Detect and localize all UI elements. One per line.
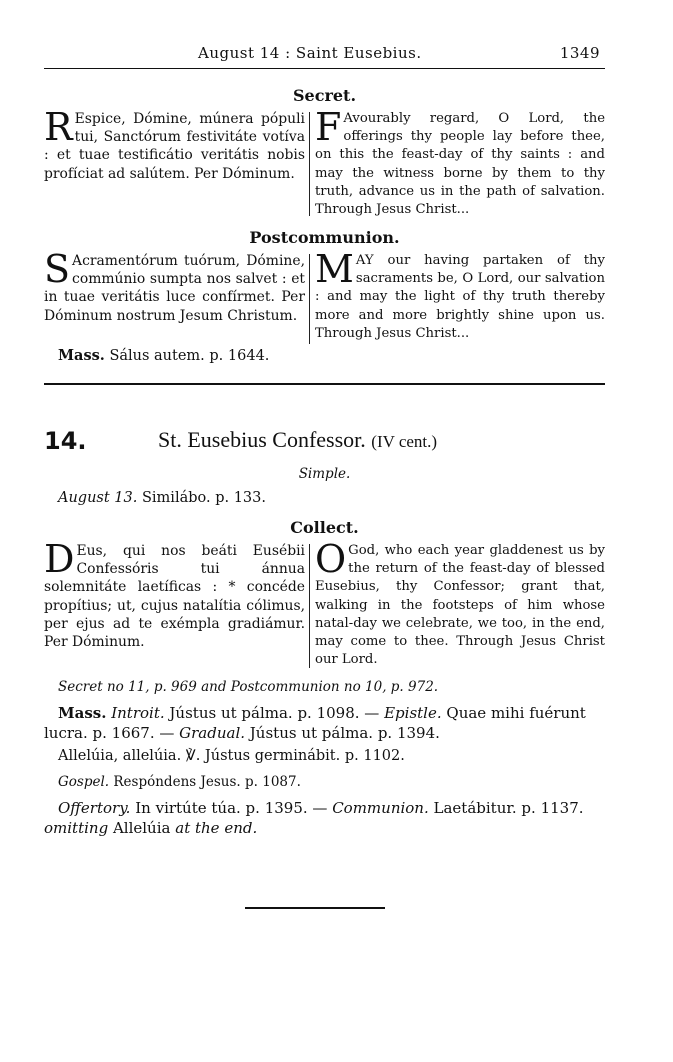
gradual-label: Gradual. — [179, 724, 246, 742]
vigil-text: Similábo. p. 133. — [141, 490, 266, 506]
postcommunion-english-text: AY our having partaken of thy sacraments be, O Lord, our salvation : and may the light of thy truth thereby more and more brightly shine upon us. Through Jesus Christ... — [315, 253, 605, 341]
postcommunion-latin — [44, 247, 305, 325]
epistle-text: Quae mihi fuérunt lucra. p. 1667. — — [44, 704, 586, 742]
column-divider — [309, 544, 310, 668]
omitting-end: at the end. — [175, 819, 258, 837]
dropcap: M — [315, 247, 354, 291]
collect-latin — [44, 537, 305, 651]
section-rule — [44, 383, 605, 385]
dropcap: S — [44, 247, 71, 291]
dropcap: F — [315, 105, 342, 149]
postcommunion-heading: Postcommunion. — [249, 228, 400, 247]
gospel-line — [58, 774, 301, 790]
secret-postcommunion-note: Secret no 11, p. 969 and Postcommunion no 10, p. 972. — [58, 679, 439, 695]
offertory-text: In virtúte túa. p. 1395. — — [135, 799, 328, 817]
offertory-communion — [44, 798, 605, 838]
offertory-label: Offertory. — [58, 799, 131, 817]
introit-label: Introit. — [111, 704, 165, 722]
secret-latin-text: Espice, Dómine, múnera pópuli tui, Sanctórum festivitáte votíva : et tuae testificátio veritátis nobis profíciat ad salútem. Per Dóminum. — [44, 111, 305, 182]
feast-number: 14. — [44, 427, 87, 455]
collect-english — [315, 537, 605, 669]
header-rule — [44, 68, 605, 69]
introit-text: Jústus ut pálma. p. 1098. — — [169, 704, 380, 722]
gospel-text: Respóndens Jesus. p. 1087. — [113, 774, 301, 790]
page-number: 1349 — [559, 44, 600, 62]
feast-name: St. Eusebius Confessor. — [158, 427, 366, 452]
feast-century: (IV cent.) — [371, 432, 438, 451]
dropcap: D — [44, 537, 75, 581]
communion-text: Laetábitur. p. 1137. — [433, 799, 584, 817]
secret-english — [315, 105, 605, 219]
vigil-date: August 13. — [58, 490, 138, 506]
omitting-label: omitting — [44, 819, 109, 837]
secret-english-text: Avourably regard, O Lord, the offerings thy people lay before thee, on this the feast-day of thy saints : and may the witness borne by them to thy truth, advance us in the path of salvation. Through Jesus Christ... — [315, 111, 605, 218]
mass-propers — [44, 703, 605, 743]
collect-heading: Collect. — [290, 518, 359, 537]
omitting-text: Allelúia — [112, 819, 171, 837]
postcommunion-mass-line — [58, 347, 269, 364]
column-divider — [309, 254, 310, 344]
collect-english-text: God, who each year gladdenest us by the return of the feast-day of blessed Eusebius, thy Confessor; grant that, walking in the footsteps of him whose natal-day we celebrate, we too, in the end, may come to thee. Through Jesus Christ our Lord. — [315, 543, 605, 668]
feast-title — [158, 427, 437, 453]
end-rule — [245, 907, 385, 909]
header-title: August 14 : Saint Eusebius. — [198, 44, 422, 62]
mass-text: Sálus autem. p. 1644. — [109, 348, 270, 364]
gospel-label: Gospel. — [58, 774, 110, 790]
postcommunion-english — [315, 247, 605, 343]
postcommunion-latin-text: Acramentórum tuórum, Dómine, commúnio sumpta nos salvet : et in tuae veritátis luce confírmet. Per Dóminum nostrum Jesum Christum. — [44, 253, 305, 324]
communion-label: Communion. — [332, 799, 429, 817]
gradual-text: Jústus ut pálma. p. 1394. — [249, 724, 440, 742]
epistle-label: Epistle. — [384, 704, 442, 722]
collect-latin-text: Eus, qui nos beáti Eusébii Confessóris tui ánnua solemnitáte laetíficas : * concéde propítius; ut, cujus natalítia cólimus, per ejus ad te exémpla gradiámur. Per Dóminum. — [44, 543, 305, 651]
mass-label: Mass. — [58, 704, 107, 722]
feast-rank: Simple. — [298, 466, 351, 482]
mass-label: Mass. — [58, 347, 105, 364]
secret-latin — [44, 105, 305, 183]
alleluia-line: Allelúia, allelúia. ℣. Jústus germinábit. p. 1102. — [58, 748, 405, 764]
column-divider — [309, 112, 310, 216]
running-header — [44, 44, 604, 66]
vigil-line — [58, 490, 266, 506]
dropcap: O — [315, 537, 347, 581]
dropcap: R — [44, 105, 73, 149]
secret-heading: Secret. — [292, 86, 357, 105]
